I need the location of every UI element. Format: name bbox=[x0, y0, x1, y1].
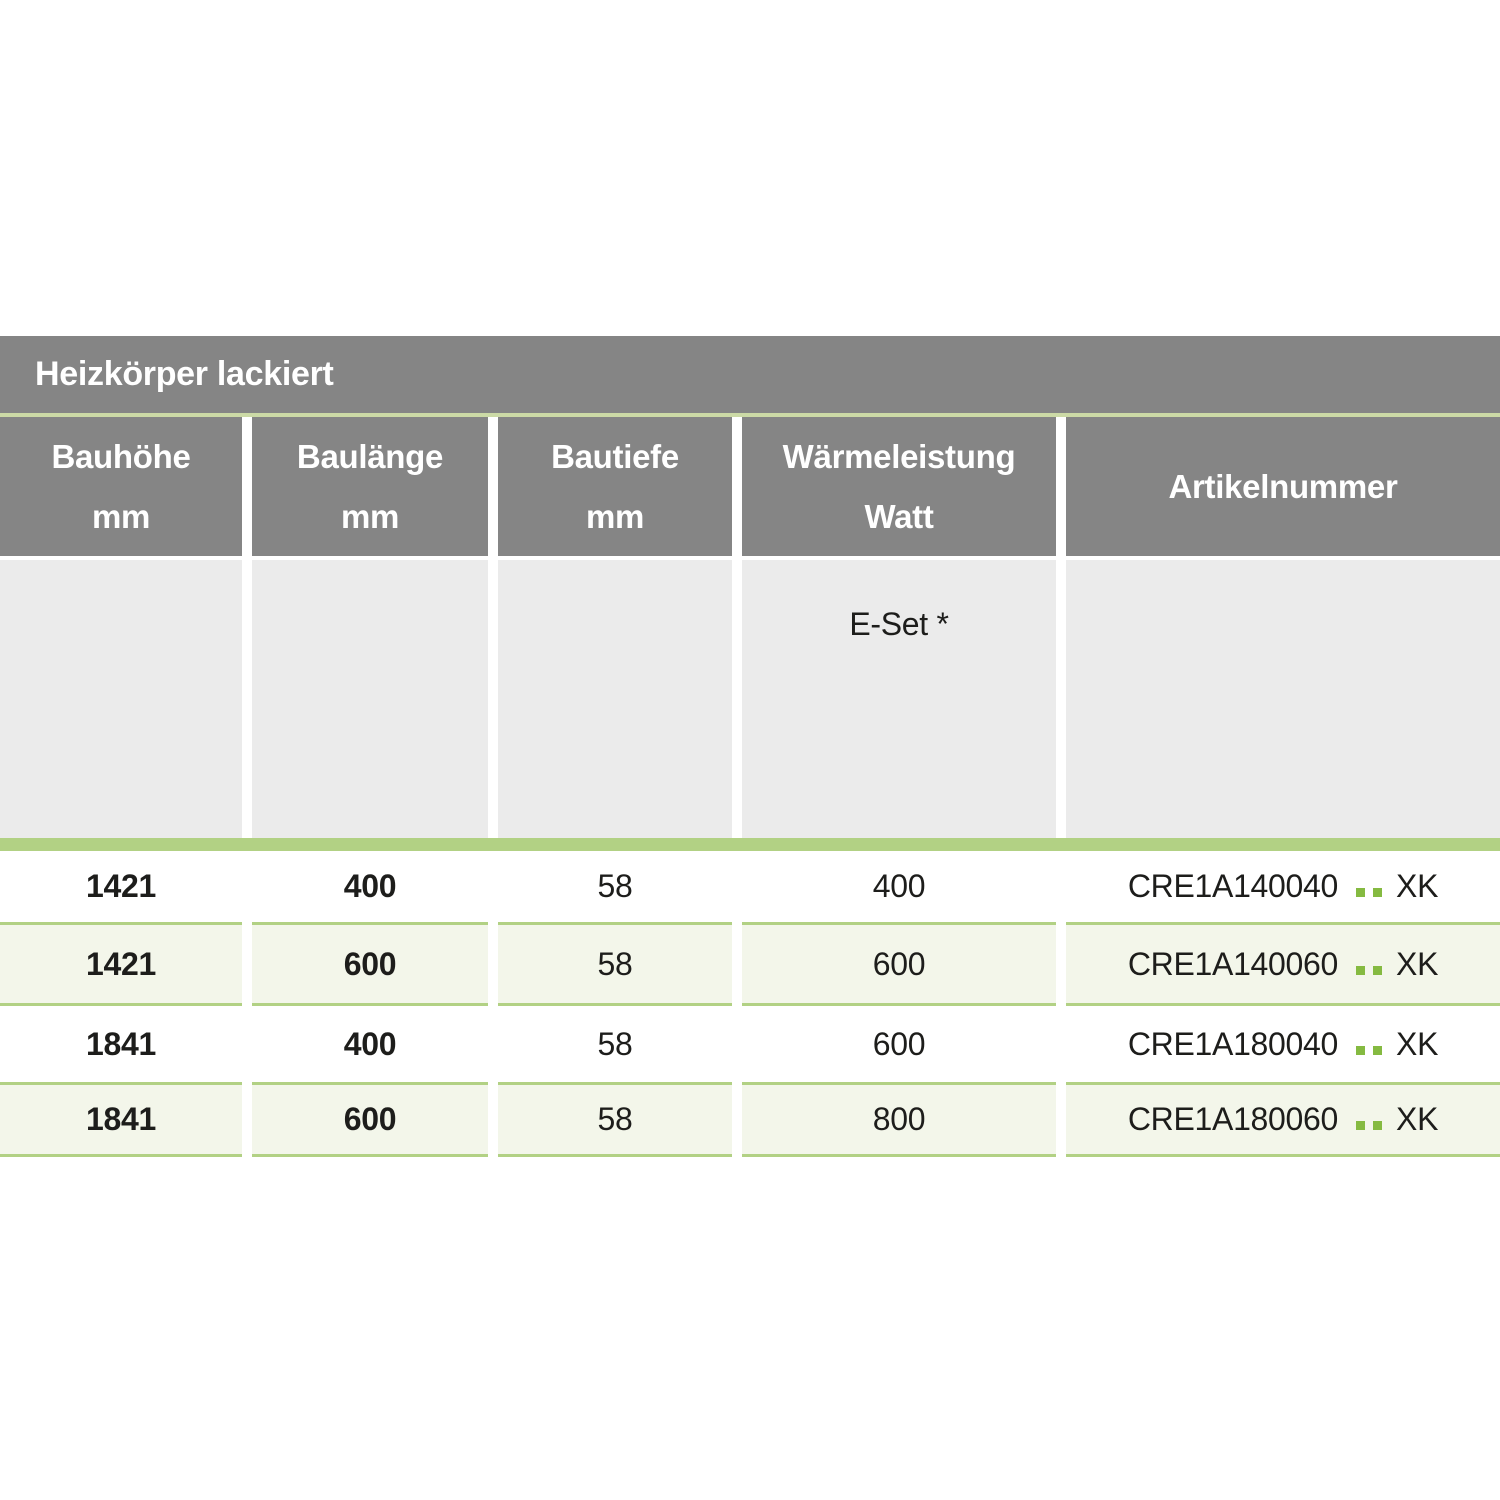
article-placeholder-dots bbox=[1352, 868, 1386, 905]
article-suffix: XK bbox=[1396, 945, 1439, 982]
article-code: CRE1A140040 bbox=[1127, 868, 1339, 904]
subheader-cell-artikelnummer bbox=[1066, 560, 1500, 838]
article-suffix: XK bbox=[1396, 1101, 1439, 1137]
table-row bbox=[0, 1006, 1500, 1082]
column-header-artikelnummer bbox=[1066, 417, 1500, 556]
column-header-label: Bauhöhe bbox=[51, 437, 191, 475]
product-table bbox=[0, 336, 1500, 1157]
column-header-label: Baulänge bbox=[296, 437, 444, 475]
subheader-cell-bauhoehe bbox=[0, 560, 242, 838]
cell-baulaenge: 600 bbox=[252, 922, 488, 1006]
article-suffix: XK bbox=[1396, 868, 1439, 904]
article-code: CRE1A180040 bbox=[1127, 1025, 1339, 1062]
table-title: Heizkörper lackiert bbox=[35, 355, 334, 393]
cell-baulaenge: 600 bbox=[252, 1082, 488, 1157]
green-divider-thick bbox=[0, 838, 1500, 851]
column-header-waermeleistung bbox=[742, 417, 1056, 556]
subheader-cell-eset bbox=[742, 560, 1056, 838]
cell-bautiefe: 58 bbox=[498, 1006, 732, 1082]
subheader-row bbox=[0, 560, 1500, 838]
eset-label: E-Set * bbox=[849, 606, 949, 642]
cell-artikelnummer bbox=[1066, 1006, 1500, 1082]
column-header-label: Artikelnummer bbox=[1168, 467, 1398, 505]
column-header-unit: mm bbox=[585, 497, 645, 535]
cell-waermeleistung: 400 bbox=[742, 851, 1056, 922]
column-header-baulaenge bbox=[252, 417, 488, 556]
article-suffix: XK bbox=[1396, 1025, 1439, 1062]
cell-artikelnummer bbox=[1066, 922, 1500, 1006]
cell-baulaenge: 400 bbox=[252, 851, 488, 922]
cell-waermeleistung: 800 bbox=[742, 1082, 1056, 1157]
table-row bbox=[0, 1082, 1500, 1157]
cell-baulaenge: 400 bbox=[252, 1006, 488, 1082]
article-placeholder-dots bbox=[1352, 1026, 1386, 1063]
column-header-unit: Watt bbox=[864, 497, 934, 535]
column-header-label: Bautiefe bbox=[551, 437, 679, 475]
table-row bbox=[0, 922, 1500, 1006]
article-placeholder-dots bbox=[1352, 946, 1386, 983]
subheader-cell-baulaenge bbox=[252, 560, 488, 838]
cell-bauhoehe: 1841 bbox=[0, 1006, 242, 1082]
article-placeholder-dots bbox=[1352, 1101, 1386, 1138]
cell-artikelnummer bbox=[1066, 1082, 1500, 1157]
cell-bauhoehe: 1421 bbox=[0, 851, 242, 922]
table-title-bar bbox=[0, 336, 1500, 413]
table-row bbox=[0, 851, 1500, 922]
cell-artikelnummer bbox=[1066, 851, 1500, 922]
article-code: CRE1A180060 bbox=[1127, 1101, 1339, 1137]
subheader-cell-bautiefe bbox=[498, 560, 732, 838]
cell-bautiefe: 58 bbox=[498, 851, 732, 922]
article-code: CRE1A140060 bbox=[1127, 945, 1339, 982]
column-header-unit: mm bbox=[340, 497, 400, 535]
column-header-row bbox=[0, 417, 1500, 556]
column-header-bauhoehe bbox=[0, 417, 242, 556]
cell-bauhoehe: 1421 bbox=[0, 922, 242, 1006]
column-header-label: Wärmeleistung bbox=[782, 437, 1016, 475]
cell-bautiefe: 58 bbox=[498, 1082, 732, 1157]
cell-waermeleistung: 600 bbox=[742, 1006, 1056, 1082]
cell-waermeleistung: 600 bbox=[742, 922, 1056, 1006]
cell-bautiefe: 58 bbox=[498, 922, 732, 1006]
column-header-unit: mm bbox=[91, 497, 151, 535]
cell-bauhoehe: 1841 bbox=[0, 1082, 242, 1157]
column-header-bautiefe bbox=[498, 417, 732, 556]
